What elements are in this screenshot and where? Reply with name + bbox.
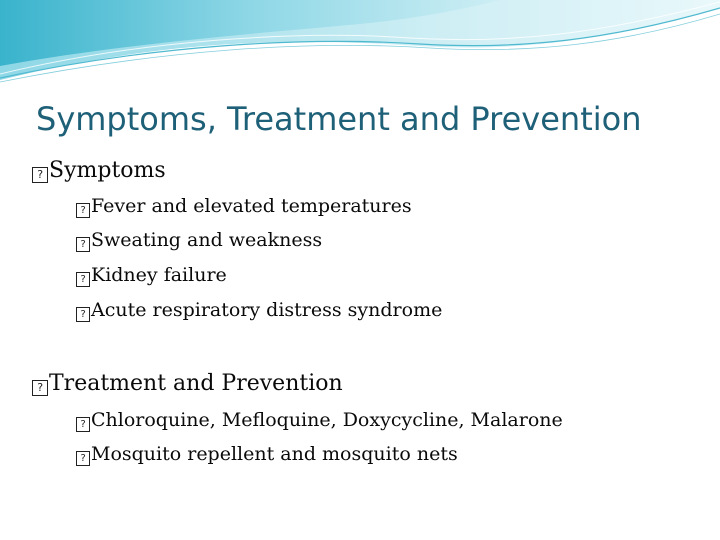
bullet-glyph-icon: ? [76, 451, 90, 466]
list-item [76, 409, 563, 432]
section-heading-symptoms [32, 158, 166, 183]
section-heading-text: Symptoms [49, 158, 166, 183]
list-item-text: Sweating and weakness [91, 229, 323, 251]
list-item-text: Mosquito repellent and mosquito nets [91, 443, 458, 465]
list-item [76, 195, 412, 218]
bullet-glyph-icon: ? [32, 167, 48, 183]
list-item [76, 443, 458, 466]
bullet-glyph-icon: ? [76, 307, 90, 322]
slide-title: Symptoms, Treatment and Prevention [36, 100, 642, 138]
bullet-glyph-icon: ? [32, 380, 48, 396]
list-item [76, 229, 322, 252]
list-item-text: Acute respiratory distress syndrome [91, 299, 443, 321]
bullet-glyph-icon: ? [76, 203, 90, 218]
bullet-glyph-icon: ? [76, 272, 90, 287]
list-item-text: Fever and elevated temperatures [91, 195, 412, 217]
list-item-text: Chloroquine, Mefloquine, Doxycycline, Malarone [91, 409, 563, 431]
bullet-glyph-icon: ? [76, 237, 90, 252]
section-heading-treatment [32, 371, 343, 396]
section-heading-text: Treatment and Prevention [49, 371, 343, 396]
bullet-glyph-icon: ? [76, 417, 90, 432]
list-item [76, 299, 442, 322]
list-item [76, 264, 227, 287]
list-item-text: Kidney failure [91, 264, 227, 286]
